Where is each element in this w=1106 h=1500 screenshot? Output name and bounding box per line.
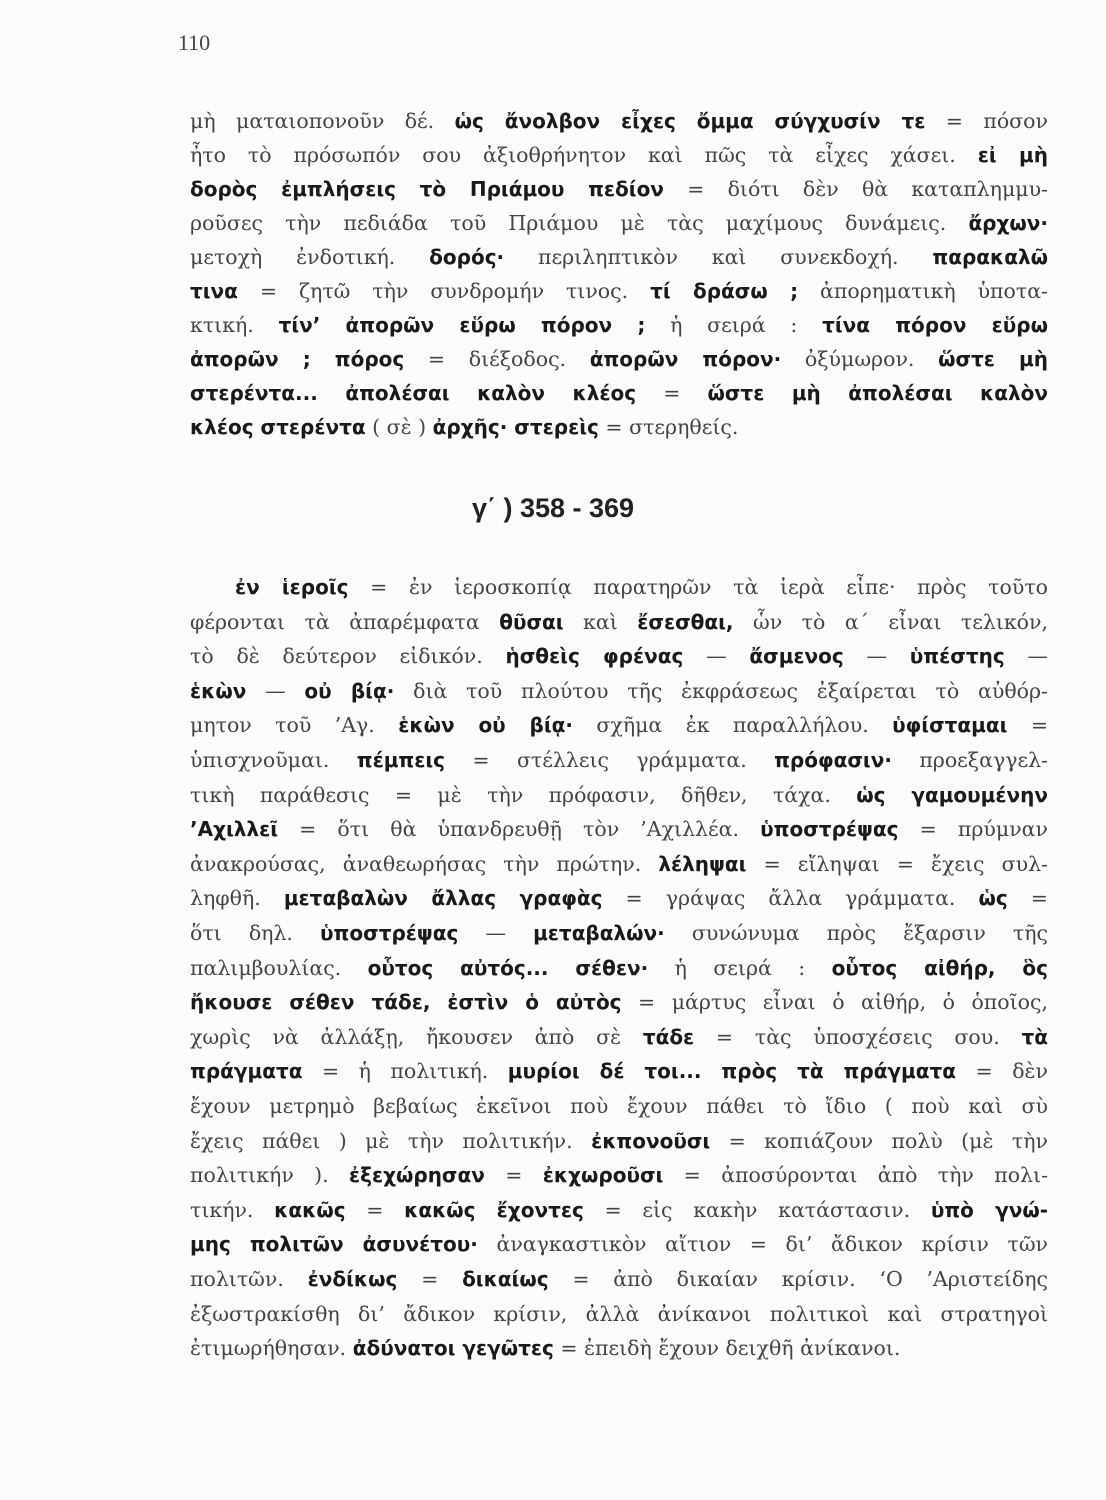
gloss-text: = ὅτι θὰ ὑπανδρευθῇ τὸν ’Αχιλλέα. [278,817,761,842]
gloss-text: ροῦσες τὴν πεδιάδα τοῦ Πριάμου μὲ τὰς μαχίμους δυνάμεις. [190,211,969,235]
bold-term: ὑπέστης [909,644,1005,669]
gloss-text: = πόσον [925,109,1048,133]
bold-term: τί δράσω ; [650,279,799,303]
bold-term: ἐκχωροῦσι [542,1163,664,1188]
gloss-text: = ἀποσύρονται ἀπὸ τὴν πολι- [663,1163,1048,1188]
gloss-text: — [843,644,910,669]
text-line [190,205,1048,241]
text-line [190,880,1048,916]
text-line [190,984,1048,1020]
gloss-text: ὀξύμωρον. [781,347,939,371]
gloss-text: ληφθῆ. [190,886,284,911]
gloss-text: = στέλλεις γράμματα. [445,748,775,772]
bold-term: μης πολιτῶν ἀσυνέτου· [190,1232,478,1257]
text-line [190,273,1048,309]
text-line [190,341,1048,377]
gloss-text: ὅτι δηλ. [190,921,321,945]
bold-term: ἄρχων· [968,211,1048,235]
gloss-text: = [1007,713,1048,738]
text-line [190,1226,1048,1262]
bold-term: ὑφίσταμαι [892,713,1008,738]
text-line [190,239,1048,275]
text-line [190,171,1048,207]
text-line [190,1192,1048,1228]
text-line [190,604,1048,640]
bold-term: ὑποστρέψας [760,817,899,842]
bold-term: ἑκὼν οὐ βίᾳ· [398,713,573,738]
gloss-text: κτική. [190,313,279,337]
text-line [190,375,1048,411]
gloss-text: — [458,921,534,945]
gloss-text: προεξαγγελ- [891,748,1048,772]
gloss-text: = [397,1267,463,1291]
bold-term: πράγματα [190,1059,303,1084]
bold-term: ὡς ἄνολβον εἶχες ὄμμα σύγχυσίν τε [454,109,926,133]
gloss-text: = διότι δὲν θὰ καταπλημμυ- [663,177,1048,201]
text-line [190,1088,1048,1124]
bold-term: ’Αχιλλεῖ [190,817,279,842]
gloss-text: τικὴ παράθεσις = μὲ τὴν πρόφασιν, δῆθεν, τάχα. [190,782,857,807]
gloss-text: καὶ [563,609,638,634]
text-line [190,707,1048,743]
gloss-text: = γράψας ἄλλα γράμματα. [602,886,979,911]
bold-term: ὡς γαμουμένην [856,782,1048,807]
text-line [190,307,1048,343]
bold-term: δικαίως [462,1267,549,1291]
text-line [190,950,1048,986]
text-line [190,673,1048,709]
gloss-text: περιληπτικὸν καὶ συνεκδοχή. [504,245,933,269]
text-line [190,103,1048,139]
gloss-text: = μάρτυς εἶναι ὁ αἰθήρ, ὁ ὁποῖος, [621,990,1048,1015]
text-line [190,742,1048,778]
bold-term: οὗτος αὐτός... σέθεν· [367,955,649,980]
bold-term: μεταβαλών· [533,921,665,945]
gloss-text: = [636,381,708,405]
bold-term: οὗτος αἰθήρ, ὃς [831,955,1048,980]
gloss-text: συνώνυμα πρὸς ἔξαρσιν τῆς [664,921,1048,945]
gloss-text: χωρὶς νὰ ἀλλάξῃ, ἤκουσεν ἀπὸ σὲ [190,1024,643,1049]
bold-term: παρακαλῶ [932,245,1048,269]
gloss-text: = ἀπὸ δικαίαν κρίσιν. ‘Ο ’Αριστείδης [548,1267,1048,1291]
text-line [190,1157,1048,1193]
gloss-text: ἔχεις πάθει ) μὲ τὴν πολιτικήν. [190,1128,592,1153]
bold-term: ἀπορῶν ; πόρος [190,347,405,371]
gloss-text: = [484,1163,543,1188]
gloss-text: ἔχουν μετρημὸ βεβαίως ἐκεῖνοι ποὺ ἔχουν πάθει τὸ ἴδιο ( ποὺ καὶ σὺ [190,1094,1048,1118]
gloss-text: ἀπορηματικὴ ὑποτα- [798,279,1048,303]
gloss-text: μὴ ματαιοπονοῦν δέ. [190,109,455,133]
text-line [190,1261,1048,1297]
gloss-text: παλιμβουλίας. [190,955,368,980]
section-heading: γ΄ ) 358 - 369 [471,493,635,523]
gloss-text: ἐξωστρακίσθη δι’ ἄδικον κρίσιν, ἀλλὰ ἀνίκανοι πολιτικοὶ καὶ στρατηγοὶ [190,1301,1048,1326]
bold-term: τὰ [1021,1024,1048,1049]
gloss-text: μετοχὴ ἐνδοτική. [190,245,430,269]
bold-term: τάδε [642,1024,695,1049]
text-line [190,846,1048,882]
gloss-text: ἀναγκαστικὸν αἴτιον = δι’ ἄδικον κρίσιν τῶν [477,1232,1048,1257]
text-line [190,1019,1048,1055]
text-line [190,777,1048,813]
text-line [190,1053,1048,1089]
page-number: 110 [178,30,211,55]
bold-term: ἀδύνατοι γεγῶτες [352,1336,554,1361]
bold-term: ὑποστρέψας [320,921,459,945]
bold-term: ἐνδίκως [307,1267,398,1291]
bold-term: μεταβαλὼν ἄλλας γραφὰς [283,886,603,911]
gloss-text: πολιτικήν ). [190,1163,350,1188]
gloss-text: ὧν τὸ α΄ εἶναι τελικόν, [733,609,1048,634]
gloss-text: τὸ δὲ δεύτερον εἰδικόν. [190,644,506,669]
gloss-text: — [246,678,305,703]
bold-term: ὥστε μὴ [938,347,1048,371]
bold-term: τίνα πόρον εὕρω [822,313,1048,337]
bold-term: ἔσεσθαι, [637,609,734,634]
gloss-text: ἀνακρούσας, ἀναθεωρήσας τὴν πρώτην. [190,851,659,876]
gloss-text: = ἡ πολιτική. [302,1059,508,1084]
bold-term: ἡσθεὶς φρένας [505,644,684,669]
gloss-text: = ζητῶ τὴν συνδρομήν τινος. [237,279,651,303]
bold-term: δορός· [429,245,505,269]
gloss-text: ἦτο τὸ πρόσωπόν σου ἀξιοθρήνητον καὶ πῶς τὰ εἶχες χάσει. [190,143,978,167]
gloss-text: = [345,1197,405,1222]
gloss-text: = στερηθείς. [598,415,739,439]
bold-term: τινα [190,279,238,303]
bold-term: ἐκπονοῦσι [591,1128,711,1153]
gloss-text: ἐτιμωρήθησαν. [190,1336,353,1361]
gloss-text: — [1004,644,1048,669]
bold-term: πέμπεις [356,748,446,772]
bold-term: ἀρχῆς· στερεὶς [432,415,599,439]
text-line [190,811,1048,847]
bold-term: κακῶς [274,1197,346,1222]
gloss-text: πολιτῶν. [190,1267,308,1291]
bold-term: ὡς [978,886,1008,911]
text-line [190,409,1048,445]
bold-term: ὥστε μὴ ἀπολέσαι καλὸν [707,381,1048,405]
bold-term: κακῶς ἔχοντες [404,1197,584,1222]
gloss-text: = [1007,886,1048,911]
gloss-text: ( σὲ ) [365,415,433,439]
text-line [190,638,1048,674]
bold-term: ἐξεχώρησαν [349,1163,485,1188]
text-line [190,1296,1048,1332]
gloss-text: φέρονται τὰ ἀπαρέμφατα [190,609,500,634]
bold-term: στερέντα... ἀπολέσαι καλὸν κλέος [190,381,637,405]
bold-term: δορὸς ἐμπλήσεις τὸ Πριάμου πεδίον [190,177,664,201]
gloss-text: σχῆμα ἐκ παραλλήλου. [573,713,893,738]
bold-term: ἄσμενος [749,644,844,669]
bold-term: εἰ μὴ [977,143,1048,167]
bold-term: λέληψαι [658,851,747,876]
gloss-text: διὰ τοῦ πλούτου τῆς ἐκφράσεως ἐξαίρεται τὸ αὐθόρ- [394,678,1048,703]
text-line [190,915,1048,951]
gloss-text: = κοπιάζουν πολὺ (μὲ τὴν [710,1128,1048,1153]
gloss-text: ὑπισχνοῦμαι. [190,748,357,772]
bold-term: μυρίοι δέ τοι... πρὸς τὰ πράγματα [507,1059,957,1084]
gloss-text: = ἐπειδὴ ἔχουν δειχθῆ ἀνίκανοι. [553,1336,901,1361]
gloss-text: = δὲν [956,1059,1048,1084]
bold-term: ὑπὸ γνώ- [930,1197,1048,1222]
bold-term: ἐν ἱεροῖς [235,575,349,599]
gloss-text: = τὰς ὑποσχέσεις σου. [694,1024,1022,1049]
bold-term: θῦσαι [499,609,564,634]
gloss-text: = διέξοδος. [404,347,590,371]
gloss-text: — [683,644,750,669]
gloss-text: ἡ σειρά : [645,313,823,337]
bold-term: οὐ βίᾳ· [304,678,395,703]
gloss-text: = εἰς κακὴν κατάστασιν. [583,1197,931,1222]
gloss-text: τικήν. [190,1197,275,1222]
text-line [235,569,1048,605]
bold-term: τίν’ ἀπορῶν εὕρω πόρον ; [278,313,646,337]
text-line [190,1330,1048,1366]
bold-term: πρόφασιν· [774,748,892,772]
text-line [190,137,1048,173]
gloss-text: = πρύμναν [898,817,1048,842]
gloss-text: ἡ σειρά : [648,955,832,980]
bold-term: ἀπορῶν πόρον· [589,347,782,371]
gloss-text: μητον τοῦ ’Αγ. [190,713,399,738]
bold-term: ἑκὼν [190,678,247,703]
gloss-text: = ἐν ἱεροσκοπίᾳ παρατηρῶν τὰ ἱερὰ εἶπε· πρὸς τοῦτο [348,575,1048,599]
bold-term: κλέος στερέντα [190,415,366,439]
bold-term: ἤκουσε σέθεν τάδε, ἐστὶν ὁ αὐτὸς [190,990,622,1015]
gloss-text: = εἴληψαι = ἔχεις συλ- [746,851,1048,876]
text-line [190,1123,1048,1159]
